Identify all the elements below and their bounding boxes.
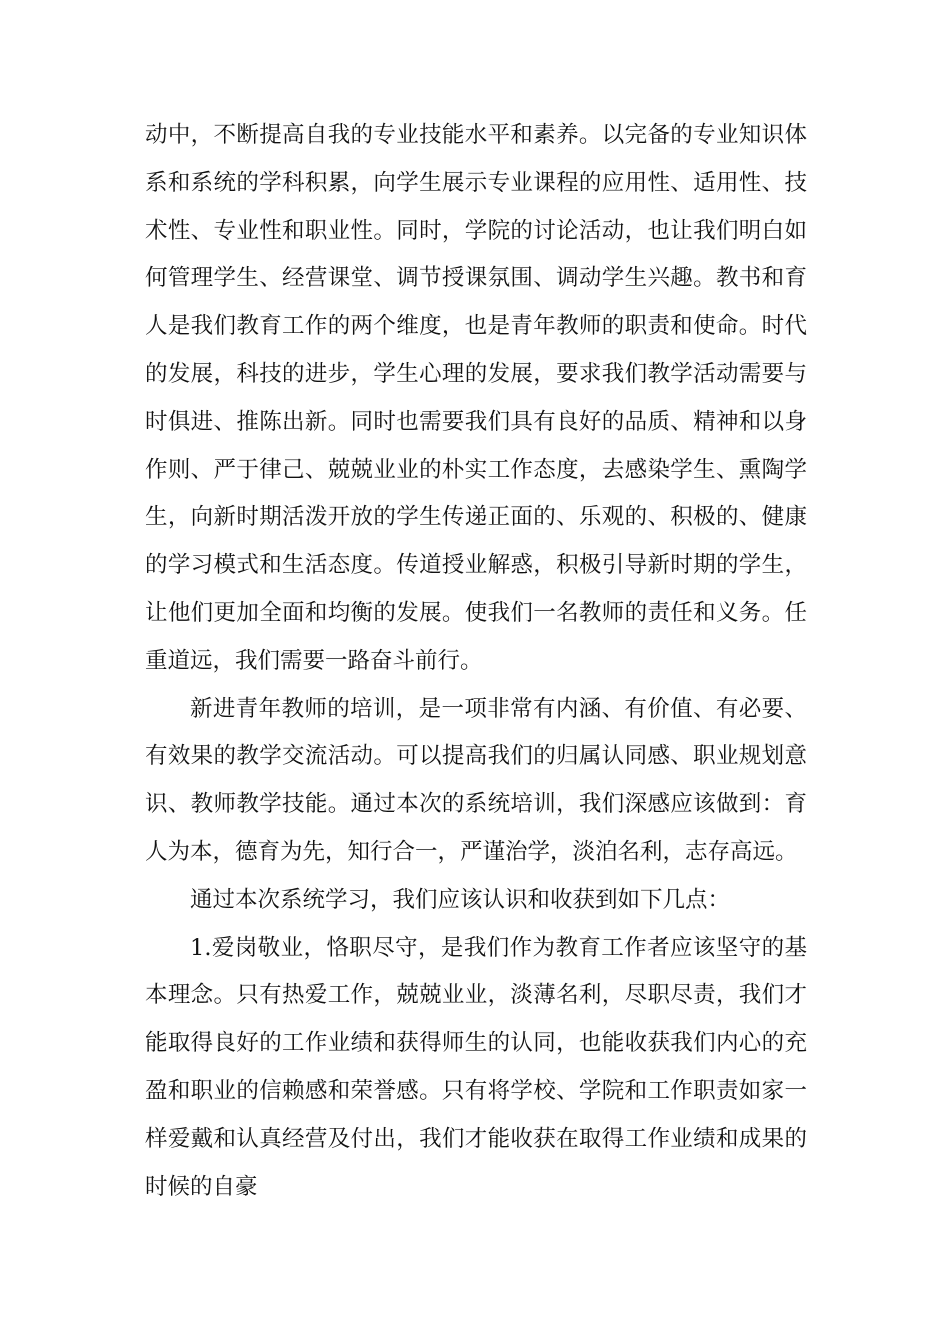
paragraph-point-1: 1.爱岗敬业，恪职尽守，是我们作为教育工作者应该坚守的基本理念。只有热爱工作，兢兢业业，淡薄名利，尽职尽责，我们才能取得良好的工作业绩和获得师生的认同，也能收获我们内心的充盈和职业的信赖感和荣誉感。只有将学校、学院和工作职责如家一样爱戴和认真经营及付出，我们才能收获在取得工作业绩和成果的时候的自豪 [145,934,807,1200]
document-body [145,112,807,1211]
paragraph-training: 新进青年教师的培训，是一项非常有内涵、有价值、有必要、有效果的教学交流活动。可以提高我们的归属认同感、职业规划意识、教师教学技能。通过本次的系统培训，我们深感应该做到：育人为本，德育为先，知行合一，严谨治学，淡泊名利，志存高远。 [145,695,807,865]
paragraph-summary-intro: 通过本次系统学习，我们应该认识和收获到如下几点： [190,886,731,913]
paragraph-continuation: 动中，不断提高自我的专业技能水平和素养。以完备的专业知识体系和系统的学科积累，向学生展示专业课程的应用性、适用性、技术性、专业性和职业性。同时，学院的讨论活动，也让我们明白如何管理学生、经营课堂、调节授课氛围、调动学生兴趣。教书和育人是我们教育工作的两个维度，也是青年教师的职责和使命。时代的发展，科技的进步，学生心理的发展，要求我们教学活动需要与时俱进、推陈出新。同时也需要我们具有良好的品质、精神和以身作则、严于律己、兢兢业业的朴实工作态度，去感染学生、熏陶学生，向新时期活泼开放的学生传递正面的、乐观的、积极的、健康的学习模式和生活态度。传道授业解惑，积极引导新时期的学生，让他们更加全面和均衡的发展。使我们一名教师的责任和义务。任重道远，我们需要一路奋斗前行。 [145,122,807,674]
